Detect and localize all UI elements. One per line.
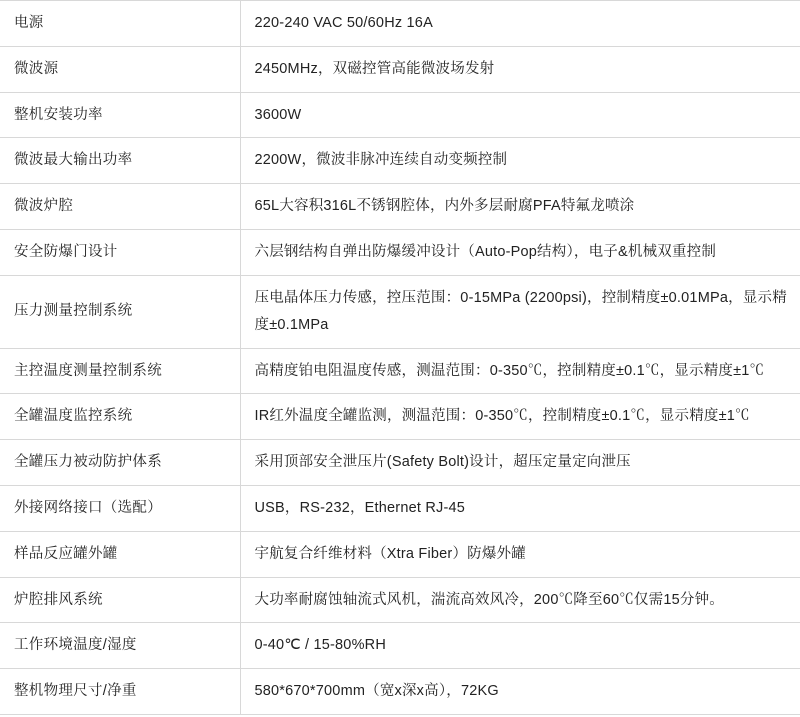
table-row [0,1,800,47]
spec-value: 65L大容积316L不锈钢腔体，内外多层耐腐PFA特氟龙喷涂 [254,198,635,215]
spec-value: 0-40℃ / 15-80%RH [254,637,387,654]
spec-value: 六层钢结构自弹出防爆缓冲设计（Auto-Pop结构），电子&机械双重控制 [254,244,717,261]
spec-value: 高精度铂电阻温度传感，测温范围：0-350℃，控制精度±0.1℃，显示精度±1℃ [254,362,765,379]
table-row [0,275,800,348]
table-row [0,440,800,486]
spec-label: 微波炉腔 [0,184,240,230]
spec-value: 宇航复合纤维材料（Xtra Fiber）防爆外罐 [254,545,526,562]
spec-label: 整机安装功率 [0,92,240,138]
spec-label: 微波源 [0,46,240,92]
spec-value: 压电晶体压力传感，控压范围：0-15MPa (2200psi)，控制精度±0.01MPa，显示精度±0.1MPa [254,289,787,333]
spec-value: 580*670*700mm（宽x深x高），72KG [254,683,499,700]
spec-value: 2450MHz，双磁控管高能微波场发射 [254,60,495,77]
table-row [0,669,800,715]
spec-value: USB，RS-232，Ethernet RJ-45 [254,499,465,516]
spec-label: 样品反应罐外罐 [0,531,240,577]
spec-label: 微波最大输出功率 [0,138,240,184]
spec-value: 220-240 VAC 50/60Hz 16A [254,15,433,31]
specifications-table-body [0,1,800,715]
spec-label: 安全防爆门设计 [0,230,240,276]
table-row [0,485,800,531]
spec-value: 3600W [254,106,302,123]
table-row [0,531,800,577]
spec-label: 整机物理尺寸/净重 [0,669,240,715]
table-row [0,623,800,669]
spec-value: 采用顶部安全泄压片(Safety Bolt)设计，超压定量定向泄压 [254,454,631,471]
table-row [0,348,800,394]
spec-value: 2200W，微波非脉冲连续自动变频控制 [254,152,508,169]
spec-label: 全罐压力被动防护体系 [0,440,240,486]
spec-value: IR红外温度全罐监测，测温范围：0-350℃，控制精度±0.1℃，显示精度±1℃ [254,408,750,425]
table-row [0,184,800,230]
table-row [0,394,800,440]
table-row [0,577,800,623]
spec-label: 压力测量控制系统 [0,275,240,348]
table-row [0,46,800,92]
table-row [0,138,800,184]
spec-label: 炉腔排风系统 [0,577,240,623]
spec-label: 主控温度测量控制系统 [0,348,240,394]
spec-value: 大功率耐腐蚀轴流式风机，湍流高效风冷，200℃降至60℃仅需15分钟。 [254,591,724,608]
spec-label: 外接网络接口（选配） [0,485,240,531]
table-row [0,230,800,276]
spec-label: 工作环境温度/湿度 [0,623,240,669]
spec-label: 全罐温度监控系统 [0,394,240,440]
spec-label: 电源 [0,1,240,47]
table-row [0,92,800,138]
